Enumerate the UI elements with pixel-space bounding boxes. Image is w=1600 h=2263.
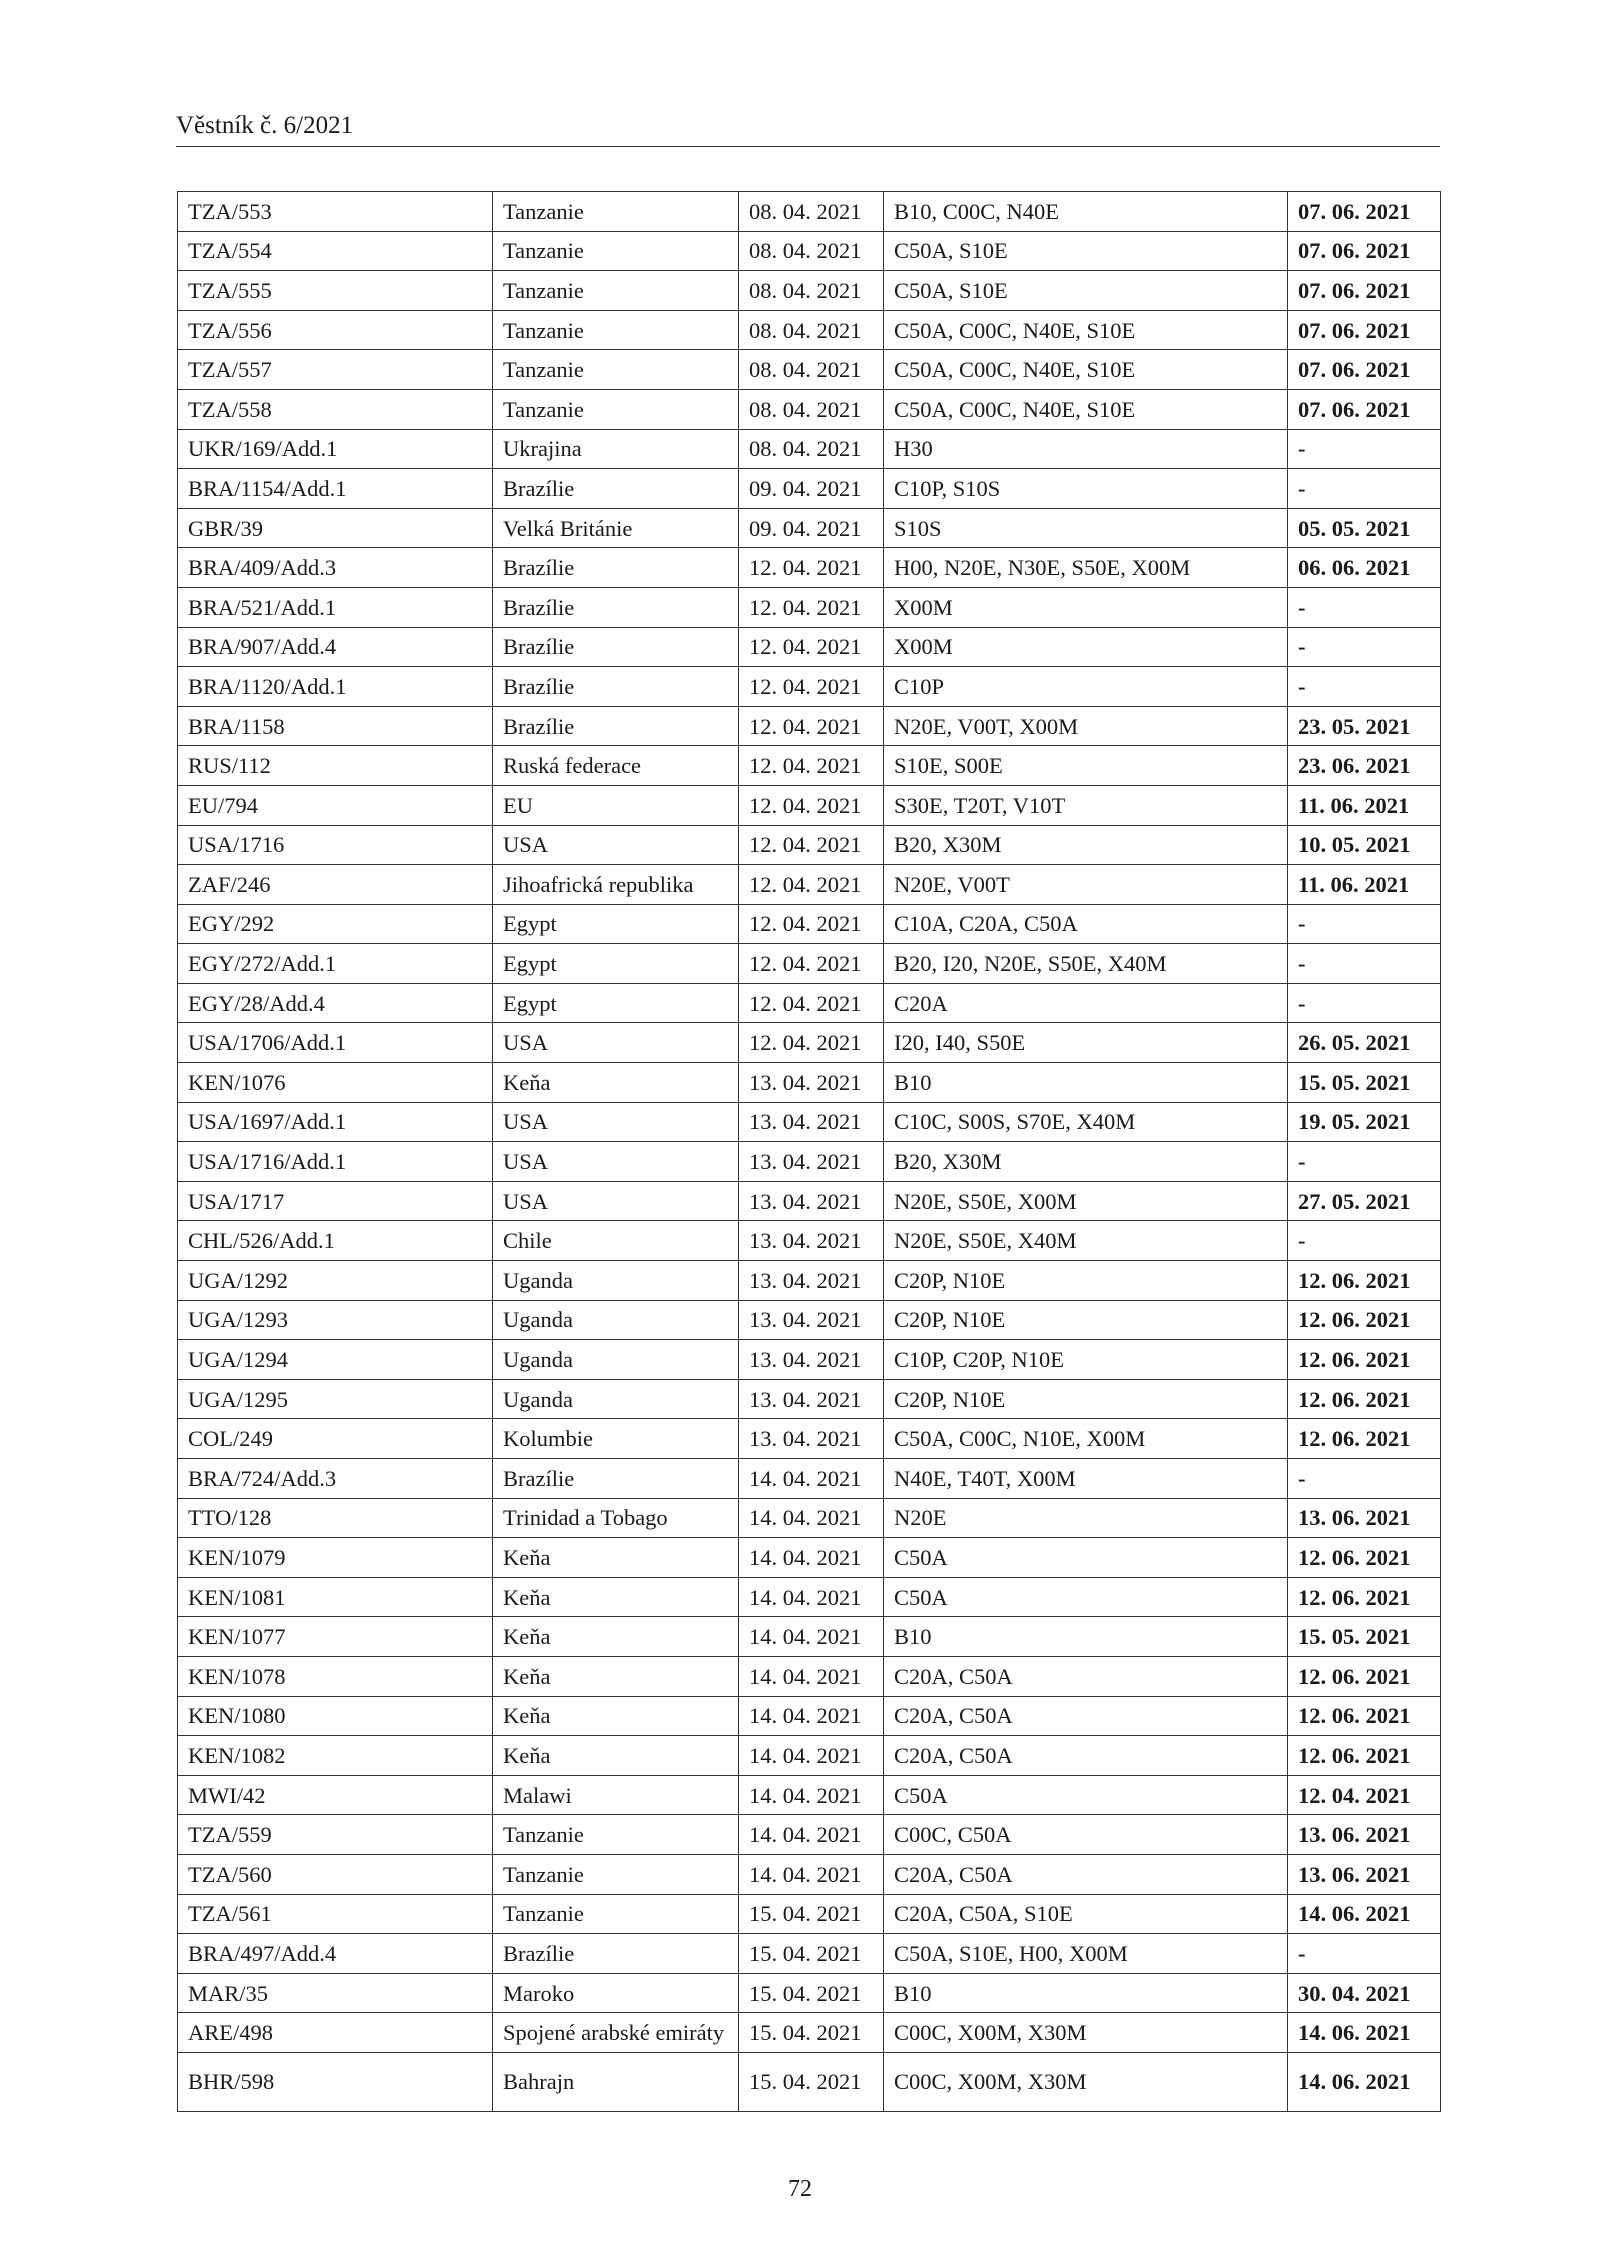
cell-country: Keňa <box>493 1656 739 1696</box>
cell-deadline: 26. 05. 2021 <box>1288 1023 1441 1063</box>
table-row <box>178 825 1441 865</box>
cell-country: USA <box>493 825 739 865</box>
cell-notification-id: TZA/559 <box>178 1815 493 1855</box>
table-row <box>178 1261 1441 1301</box>
cell-date: 13. 04. 2021 <box>739 1419 884 1459</box>
cell-date: 12. 04. 2021 <box>739 746 884 786</box>
cell-product-codes: N40E, T40T, X00M <box>884 1459 1288 1499</box>
cell-notification-id: KEN/1082 <box>178 1736 493 1776</box>
table-row <box>178 1973 1441 2013</box>
cell-country: Jihoafrická republika <box>493 865 739 905</box>
cell-date: 13. 04. 2021 <box>739 1379 884 1419</box>
table-row <box>178 1617 1441 1657</box>
cell-notification-id: TZA/553 <box>178 192 493 232</box>
cell-notification-id: BRA/907/Add.4 <box>178 627 493 667</box>
table-row <box>178 746 1441 786</box>
cell-product-codes: S10E, S00E <box>884 746 1288 786</box>
cell-product-codes: C50A <box>884 1577 1288 1617</box>
cell-deadline: - <box>1288 1142 1441 1182</box>
cell-deadline: 12. 06. 2021 <box>1288 1577 1441 1617</box>
cell-product-codes: N20E, S50E, X00M <box>884 1181 1288 1221</box>
cell-deadline: 13. 06. 2021 <box>1288 1815 1441 1855</box>
cell-product-codes: N20E, V00T, X00M <box>884 706 1288 746</box>
cell-deadline: - <box>1288 1934 1441 1974</box>
cell-product-codes: C20P, N10E <box>884 1379 1288 1419</box>
cell-product-codes: C00C, X00M, X30M <box>884 2013 1288 2053</box>
cell-deadline: 14. 06. 2021 <box>1288 2013 1441 2053</box>
cell-notification-id: BRA/1120/Add.1 <box>178 667 493 707</box>
cell-deadline: 06. 06. 2021 <box>1288 548 1441 588</box>
cell-deadline: 12. 04. 2021 <box>1288 1775 1441 1815</box>
cell-country: Uganda <box>493 1300 739 1340</box>
table-row <box>178 1340 1441 1380</box>
cell-date: 12. 04. 2021 <box>739 944 884 984</box>
cell-notification-id: CHL/526/Add.1 <box>178 1221 493 1261</box>
cell-date: 13. 04. 2021 <box>739 1261 884 1301</box>
table-row <box>178 1656 1441 1696</box>
cell-product-codes: C20A, C50A <box>884 1854 1288 1894</box>
table-row <box>178 904 1441 944</box>
cell-country: Kolumbie <box>493 1419 739 1459</box>
cell-deadline: 12. 06. 2021 <box>1288 1379 1441 1419</box>
cell-country: Keňa <box>493 1538 739 1578</box>
table-row <box>178 350 1441 390</box>
cell-deadline: - <box>1288 904 1441 944</box>
cell-notification-id: USA/1716/Add.1 <box>178 1142 493 1182</box>
cell-country: Velká Británie <box>493 508 739 548</box>
table-row <box>178 2052 1441 2111</box>
cell-notification-id: USA/1697/Add.1 <box>178 1102 493 1142</box>
cell-deadline: 13. 06. 2021 <box>1288 1854 1441 1894</box>
cell-product-codes: C10P, S10S <box>884 469 1288 509</box>
cell-deadline: 12. 06. 2021 <box>1288 1261 1441 1301</box>
cell-country: Tanzanie <box>493 1854 739 1894</box>
table-row <box>178 1063 1441 1103</box>
cell-country: Brazílie <box>493 706 739 746</box>
cell-country: Brazílie <box>493 1459 739 1499</box>
cell-notification-id: RUS/112 <box>178 746 493 786</box>
cell-deadline: 27. 05. 2021 <box>1288 1181 1441 1221</box>
cell-date: 14. 04. 2021 <box>739 1815 884 1855</box>
cell-date: 13. 04. 2021 <box>739 1181 884 1221</box>
table-row <box>178 1775 1441 1815</box>
table-row <box>178 706 1441 746</box>
cell-product-codes: C20A <box>884 983 1288 1023</box>
cell-date: 08. 04. 2021 <box>739 231 884 271</box>
cell-date: 13. 04. 2021 <box>739 1142 884 1182</box>
cell-deadline: 05. 05. 2021 <box>1288 508 1441 548</box>
cell-deadline: 10. 05. 2021 <box>1288 825 1441 865</box>
cell-product-codes: N20E, V00T <box>884 865 1288 905</box>
table-row <box>178 1181 1441 1221</box>
cell-product-codes: C50A <box>884 1775 1288 1815</box>
cell-country: Brazílie <box>493 1934 739 1974</box>
cell-notification-id: KEN/1081 <box>178 1577 493 1617</box>
cell-notification-id: TTO/128 <box>178 1498 493 1538</box>
cell-country: Tanzanie <box>493 350 739 390</box>
cell-date: 13. 04. 2021 <box>739 1300 884 1340</box>
cell-country: Chile <box>493 1221 739 1261</box>
cell-product-codes: C50A, S10E, H00, X00M <box>884 1934 1288 1974</box>
cell-notification-id: TZA/561 <box>178 1894 493 1934</box>
table-row <box>178 192 1441 232</box>
table-row <box>178 1538 1441 1578</box>
table-row <box>178 2013 1441 2053</box>
cell-notification-id: MAR/35 <box>178 1973 493 2013</box>
cell-notification-id: EGY/28/Add.4 <box>178 983 493 1023</box>
cell-product-codes: C20P, N10E <box>884 1261 1288 1301</box>
cell-date: 13. 04. 2021 <box>739 1340 884 1380</box>
cell-date: 15. 04. 2021 <box>739 2052 884 2111</box>
cell-product-codes: N20E, S50E, X40M <box>884 1221 1288 1261</box>
cell-date: 15. 04. 2021 <box>739 1894 884 1934</box>
cell-date: 12. 04. 2021 <box>739 1023 884 1063</box>
cell-notification-id: ZAF/246 <box>178 865 493 905</box>
cell-country: Bahrajn <box>493 2052 739 2111</box>
cell-product-codes: B10 <box>884 1063 1288 1103</box>
cell-date: 12. 04. 2021 <box>739 825 884 865</box>
cell-country: Brazílie <box>493 627 739 667</box>
cell-deadline: 07. 06. 2021 <box>1288 192 1441 232</box>
cell-date: 12. 04. 2021 <box>739 904 884 944</box>
table-row <box>178 310 1441 350</box>
cell-deadline: 19. 05. 2021 <box>1288 1102 1441 1142</box>
cell-date: 14. 04. 2021 <box>739 1577 884 1617</box>
cell-notification-id: BRA/521/Add.1 <box>178 587 493 627</box>
cell-notification-id: KEN/1077 <box>178 1617 493 1657</box>
cell-country: Brazílie <box>493 587 739 627</box>
table-row <box>178 1102 1441 1142</box>
cell-notification-id: TZA/554 <box>178 231 493 271</box>
cell-country: Tanzanie <box>493 389 739 429</box>
cell-date: 08. 04. 2021 <box>739 271 884 311</box>
cell-notification-id: KEN/1079 <box>178 1538 493 1578</box>
cell-product-codes: B20, X30M <box>884 1142 1288 1182</box>
cell-notification-id: UGA/1295 <box>178 1379 493 1419</box>
cell-deadline: - <box>1288 587 1441 627</box>
cell-product-codes: B10, C00C, N40E <box>884 192 1288 232</box>
cell-deadline: 07. 06. 2021 <box>1288 389 1441 429</box>
cell-deadline: 07. 06. 2021 <box>1288 350 1441 390</box>
cell-product-codes: C50A, S10E <box>884 271 1288 311</box>
cell-date: 13. 04. 2021 <box>739 1221 884 1261</box>
cell-product-codes: C50A, C00C, N40E, S10E <box>884 389 1288 429</box>
cell-product-codes: C50A, C00C, N40E, S10E <box>884 350 1288 390</box>
cell-deadline: 12. 06. 2021 <box>1288 1340 1441 1380</box>
table-row <box>178 1379 1441 1419</box>
cell-deadline: 13. 06. 2021 <box>1288 1498 1441 1538</box>
cell-country: Tanzanie <box>493 1894 739 1934</box>
cell-deadline: 12. 06. 2021 <box>1288 1696 1441 1736</box>
cell-notification-id: USA/1717 <box>178 1181 493 1221</box>
cell-notification-id: EU/794 <box>178 785 493 825</box>
cell-notification-id: USA/1716 <box>178 825 493 865</box>
cell-country: Keňa <box>493 1696 739 1736</box>
cell-date: 12. 04. 2021 <box>739 785 884 825</box>
cell-deadline: 07. 06. 2021 <box>1288 310 1441 350</box>
cell-date: 14. 04. 2021 <box>739 1736 884 1776</box>
cell-notification-id: BRA/497/Add.4 <box>178 1934 493 1974</box>
cell-date: 12. 04. 2021 <box>739 865 884 905</box>
cell-deadline: - <box>1288 983 1441 1023</box>
cell-country: Trinidad a Tobago <box>493 1498 739 1538</box>
notifications-table <box>177 191 1441 2112</box>
cell-product-codes: B20, X30M <box>884 825 1288 865</box>
cell-country: EU <box>493 785 739 825</box>
cell-notification-id: EGY/292 <box>178 904 493 944</box>
cell-country: USA <box>493 1023 739 1063</box>
cell-date: 14. 04. 2021 <box>739 1656 884 1696</box>
cell-country: Ruská federace <box>493 746 739 786</box>
cell-deadline: 07. 06. 2021 <box>1288 271 1441 311</box>
cell-notification-id: TZA/558 <box>178 389 493 429</box>
cell-date: 08. 04. 2021 <box>739 429 884 469</box>
cell-date: 12. 04. 2021 <box>739 548 884 588</box>
cell-date: 13. 04. 2021 <box>739 1063 884 1103</box>
cell-date: 14. 04. 2021 <box>739 1775 884 1815</box>
cell-notification-id: BRA/409/Add.3 <box>178 548 493 588</box>
cell-date: 09. 04. 2021 <box>739 469 884 509</box>
cell-deadline: 15. 05. 2021 <box>1288 1063 1441 1103</box>
table-row <box>178 1419 1441 1459</box>
cell-country: Keňa <box>493 1063 739 1103</box>
cell-product-codes: I20, I40, S50E <box>884 1023 1288 1063</box>
table-row <box>178 667 1441 707</box>
cell-product-codes: B20, I20, N20E, S50E, X40M <box>884 944 1288 984</box>
cell-notification-id: COL/249 <box>178 1419 493 1459</box>
cell-date: 14. 04. 2021 <box>739 1538 884 1578</box>
cell-notification-id: UGA/1294 <box>178 1340 493 1380</box>
cell-product-codes: N20E <box>884 1498 1288 1538</box>
cell-notification-id: UGA/1292 <box>178 1261 493 1301</box>
table-row <box>178 1459 1441 1499</box>
cell-country: Brazílie <box>493 548 739 588</box>
cell-country: USA <box>493 1181 739 1221</box>
cell-country: Tanzanie <box>493 271 739 311</box>
cell-notification-id: BRA/1158 <box>178 706 493 746</box>
cell-date: 14. 04. 2021 <box>739 1617 884 1657</box>
cell-notification-id: BRA/724/Add.3 <box>178 1459 493 1499</box>
cell-country: Keňa <box>493 1736 739 1776</box>
cell-country: Maroko <box>493 1973 739 2013</box>
table-row <box>178 1854 1441 1894</box>
cell-product-codes: S10S <box>884 508 1288 548</box>
cell-product-codes: C20P, N10E <box>884 1300 1288 1340</box>
table-row <box>178 944 1441 984</box>
cell-date: 08. 04. 2021 <box>739 192 884 232</box>
cell-deadline: 30. 04. 2021 <box>1288 1973 1441 2013</box>
table-row <box>178 1894 1441 1934</box>
cell-product-codes: C00C, C50A <box>884 1815 1288 1855</box>
cell-country: Egypt <box>493 944 739 984</box>
cell-date: 09. 04. 2021 <box>739 508 884 548</box>
cell-date: 08. 04. 2021 <box>739 389 884 429</box>
cell-product-codes: C00C, X00M, X30M <box>884 2052 1288 2111</box>
cell-deadline: 12. 06. 2021 <box>1288 1736 1441 1776</box>
cell-product-codes: X00M <box>884 627 1288 667</box>
cell-notification-id: BRA/1154/Add.1 <box>178 469 493 509</box>
table-row <box>178 469 1441 509</box>
cell-deadline: - <box>1288 667 1441 707</box>
cell-product-codes: C50A <box>884 1538 1288 1578</box>
cell-notification-id: MWI/42 <box>178 1775 493 1815</box>
cell-product-codes: C10P <box>884 667 1288 707</box>
cell-country: Brazílie <box>493 667 739 707</box>
cell-country: Ukrajina <box>493 429 739 469</box>
cell-product-codes: C20A, C50A, S10E <box>884 1894 1288 1934</box>
page-number: 72 <box>788 2176 812 2202</box>
page-header-title: Věstník č. 6/2021 <box>176 112 354 139</box>
cell-product-codes: C10A, C20A, C50A <box>884 904 1288 944</box>
cell-date: 14. 04. 2021 <box>739 1696 884 1736</box>
cell-country: Keňa <box>493 1617 739 1657</box>
cell-deadline: 23. 06. 2021 <box>1288 746 1441 786</box>
table-row <box>178 1498 1441 1538</box>
cell-date: 12. 04. 2021 <box>739 627 884 667</box>
cell-deadline: 07. 06. 2021 <box>1288 231 1441 271</box>
cell-notification-id: UGA/1293 <box>178 1300 493 1340</box>
cell-product-codes: X00M <box>884 587 1288 627</box>
cell-product-codes: C20A, C50A <box>884 1696 1288 1736</box>
cell-country: Tanzanie <box>493 1815 739 1855</box>
cell-country: Tanzanie <box>493 310 739 350</box>
table-row <box>178 429 1441 469</box>
cell-country: Egypt <box>493 904 739 944</box>
cell-notification-id: TZA/557 <box>178 350 493 390</box>
cell-date: 12. 04. 2021 <box>739 587 884 627</box>
cell-date: 12. 04. 2021 <box>739 667 884 707</box>
cell-date: 14. 04. 2021 <box>739 1498 884 1538</box>
table-row <box>178 1696 1441 1736</box>
table-row <box>178 983 1441 1023</box>
cell-deadline: - <box>1288 944 1441 984</box>
cell-deadline: 11. 06. 2021 <box>1288 785 1441 825</box>
cell-deadline: - <box>1288 1221 1441 1261</box>
cell-country: Spojené arabské emiráty <box>493 2013 739 2053</box>
cell-deadline: 12. 06. 2021 <box>1288 1656 1441 1696</box>
cell-notification-id: TZA/555 <box>178 271 493 311</box>
table-row <box>178 587 1441 627</box>
cell-date: 08. 04. 2021 <box>739 310 884 350</box>
cell-notification-id: ARE/498 <box>178 2013 493 2053</box>
cell-product-codes: C20A, C50A <box>884 1736 1288 1776</box>
cell-product-codes: H00, N20E, N30E, S50E, X00M <box>884 548 1288 588</box>
cell-notification-id: TZA/560 <box>178 1854 493 1894</box>
cell-product-codes: C50A, C00C, N40E, S10E <box>884 310 1288 350</box>
cell-product-codes: C50A, S10E <box>884 231 1288 271</box>
cell-date: 14. 04. 2021 <box>739 1459 884 1499</box>
cell-deadline: - <box>1288 1459 1441 1499</box>
cell-country: Tanzanie <box>493 192 739 232</box>
table-row <box>178 548 1441 588</box>
cell-deadline: 12. 06. 2021 <box>1288 1419 1441 1459</box>
cell-product-codes: B10 <box>884 1973 1288 2013</box>
cell-date: 15. 04. 2021 <box>739 2013 884 2053</box>
cell-deadline: 23. 05. 2021 <box>1288 706 1441 746</box>
table-row <box>178 231 1441 271</box>
table-row <box>178 1934 1441 1974</box>
cell-country: USA <box>493 1142 739 1182</box>
table-row <box>178 1300 1441 1340</box>
cell-deadline: 14. 06. 2021 <box>1288 2052 1441 2111</box>
cell-notification-id: KEN/1080 <box>178 1696 493 1736</box>
table-row <box>178 1142 1441 1182</box>
notifications-table-body <box>178 192 1441 2112</box>
cell-country: Uganda <box>493 1340 739 1380</box>
cell-notification-id: EGY/272/Add.1 <box>178 944 493 984</box>
cell-product-codes: C10C, S00S, S70E, X40M <box>884 1102 1288 1142</box>
cell-deadline: - <box>1288 469 1441 509</box>
table-row <box>178 1577 1441 1617</box>
cell-country: Malawi <box>493 1775 739 1815</box>
cell-date: 15. 04. 2021 <box>739 1934 884 1974</box>
cell-notification-id: TZA/556 <box>178 310 493 350</box>
cell-deadline: 15. 05. 2021 <box>1288 1617 1441 1657</box>
cell-date: 12. 04. 2021 <box>739 706 884 746</box>
cell-date: 13. 04. 2021 <box>739 1102 884 1142</box>
table-row <box>178 1815 1441 1855</box>
cell-date: 12. 04. 2021 <box>739 983 884 1023</box>
cell-country: Tanzanie <box>493 231 739 271</box>
cell-country: Uganda <box>493 1379 739 1419</box>
cell-deadline: 11. 06. 2021 <box>1288 865 1441 905</box>
cell-product-codes: C50A, C00C, N10E, X00M <box>884 1419 1288 1459</box>
cell-product-codes: C10P, C20P, N10E <box>884 1340 1288 1380</box>
cell-product-codes: S30E, T20T, V10T <box>884 785 1288 825</box>
cell-notification-id: BHR/598 <box>178 2052 493 2111</box>
cell-notification-id: KEN/1076 <box>178 1063 493 1103</box>
header-divider <box>176 146 1440 147</box>
table-row <box>178 627 1441 667</box>
cell-country: USA <box>493 1102 739 1142</box>
cell-deadline: 12. 06. 2021 <box>1288 1300 1441 1340</box>
cell-product-codes: C20A, C50A <box>884 1656 1288 1696</box>
cell-notification-id: USA/1706/Add.1 <box>178 1023 493 1063</box>
table-row <box>178 271 1441 311</box>
table-row <box>178 1023 1441 1063</box>
cell-deadline: - <box>1288 627 1441 667</box>
table-row <box>178 865 1441 905</box>
table-row <box>178 389 1441 429</box>
table-row <box>178 1221 1441 1261</box>
table-row <box>178 785 1441 825</box>
table-row <box>178 508 1441 548</box>
cell-country: Uganda <box>493 1261 739 1301</box>
cell-notification-id: UKR/169/Add.1 <box>178 429 493 469</box>
cell-date: 14. 04. 2021 <box>739 1854 884 1894</box>
cell-notification-id: GBR/39 <box>178 508 493 548</box>
cell-country: Egypt <box>493 983 739 1023</box>
cell-deadline: 12. 06. 2021 <box>1288 1538 1441 1578</box>
cell-date: 08. 04. 2021 <box>739 350 884 390</box>
cell-product-codes: H30 <box>884 429 1288 469</box>
table-row <box>178 1736 1441 1776</box>
cell-country: Keňa <box>493 1577 739 1617</box>
cell-deadline: - <box>1288 429 1441 469</box>
cell-product-codes: B10 <box>884 1617 1288 1657</box>
cell-country: Brazílie <box>493 469 739 509</box>
cell-notification-id: KEN/1078 <box>178 1656 493 1696</box>
cell-deadline: 14. 06. 2021 <box>1288 1894 1441 1934</box>
cell-date: 15. 04. 2021 <box>739 1973 884 2013</box>
